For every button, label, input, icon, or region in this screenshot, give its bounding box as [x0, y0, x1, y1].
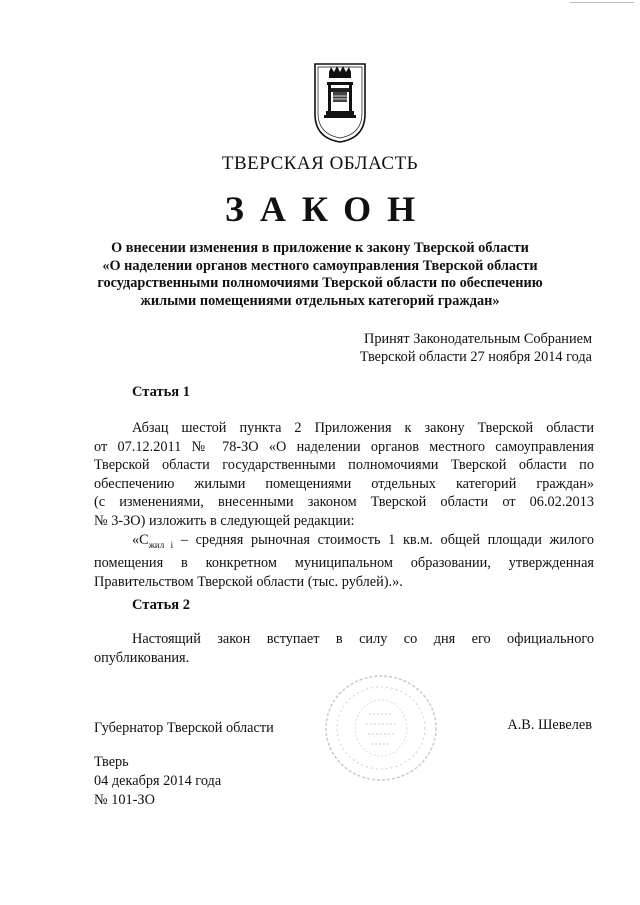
article-2-body	[94, 630, 594, 667]
article-1-line: № 3-ЗО) изложить в следующей редакции:	[94, 512, 355, 529]
article-1-line: (с изменениями, внесенными законом Тверской области от 06.02.2013	[94, 494, 594, 511]
subject-line: «О наделении органов местного самоуправления Тверской области	[102, 257, 538, 274]
article-1-quote-first-line	[94, 531, 594, 554]
subject-line: О внесении изменения в приложение к закону Тверской области	[111, 240, 529, 256]
scan-edge-mark	[570, 2, 634, 3]
document-title: ЗАКОН	[224, 189, 432, 229]
adoption-line: Тверской области 27 ноября 2014 года	[359, 349, 592, 365]
quote-subscript: жил i	[148, 539, 174, 550]
subject-line: государственными полномочиями Тверской области по обеспечению	[97, 275, 543, 291]
adoption-note	[360, 330, 592, 366]
footer-number: № 101-ЗО	[94, 792, 155, 808]
governor-position: Губернатор Тверской области	[94, 720, 274, 736]
article-1-quote-line: помещения в конкретном муниципальном образовании, утвержденная	[94, 555, 594, 572]
document-footer	[94, 753, 221, 810]
article-1-line: Абзац шестой пункта 2 Приложения к закону Тверской области	[132, 420, 594, 436]
footer-date: 04 декабря 2014 года	[94, 773, 222, 789]
article-2-heading: Статья 2	[132, 597, 190, 613]
article-1-body	[94, 419, 594, 591]
governor-name: А.В. Шевелев	[507, 717, 592, 733]
article-1-quote-line: Правительством Тверской области (тыс. рублей).».	[94, 573, 403, 590]
article-1-line: обеспечению жилыми помещениями отдельных категорий граждан»	[94, 475, 594, 492]
official-seal-stamp-icon	[322, 672, 440, 784]
footer-city: Тверь	[94, 754, 129, 770]
article-1-line: от 07.12.2011 № 78-ЗО «О наделении органов местного самоуправления	[94, 438, 594, 455]
region-name: ТВЕРСКАЯ ОБЛАСТЬ	[221, 153, 419, 174]
quote-rest: – средняя рыночная стоимость 1 кв.м. общей площади жилого	[173, 531, 595, 548]
subject-line: жилыми помещениями отдельных категорий граждан»	[140, 292, 500, 309]
article-2-line: опубликования.	[94, 649, 190, 666]
adoption-line: Принят Законодательным Собранием	[364, 331, 592, 347]
article-1-line: Тверской области государственными полномочиями Тверской области по	[94, 457, 594, 474]
tver-coat-of-arms-icon	[313, 62, 367, 144]
law-subject	[80, 240, 560, 310]
article-2-line: Настоящий закон вступает в силу со дня его официального	[132, 631, 594, 647]
article-1-heading: Статья 1	[132, 384, 190, 400]
quote-prefix: «С	[132, 531, 149, 548]
